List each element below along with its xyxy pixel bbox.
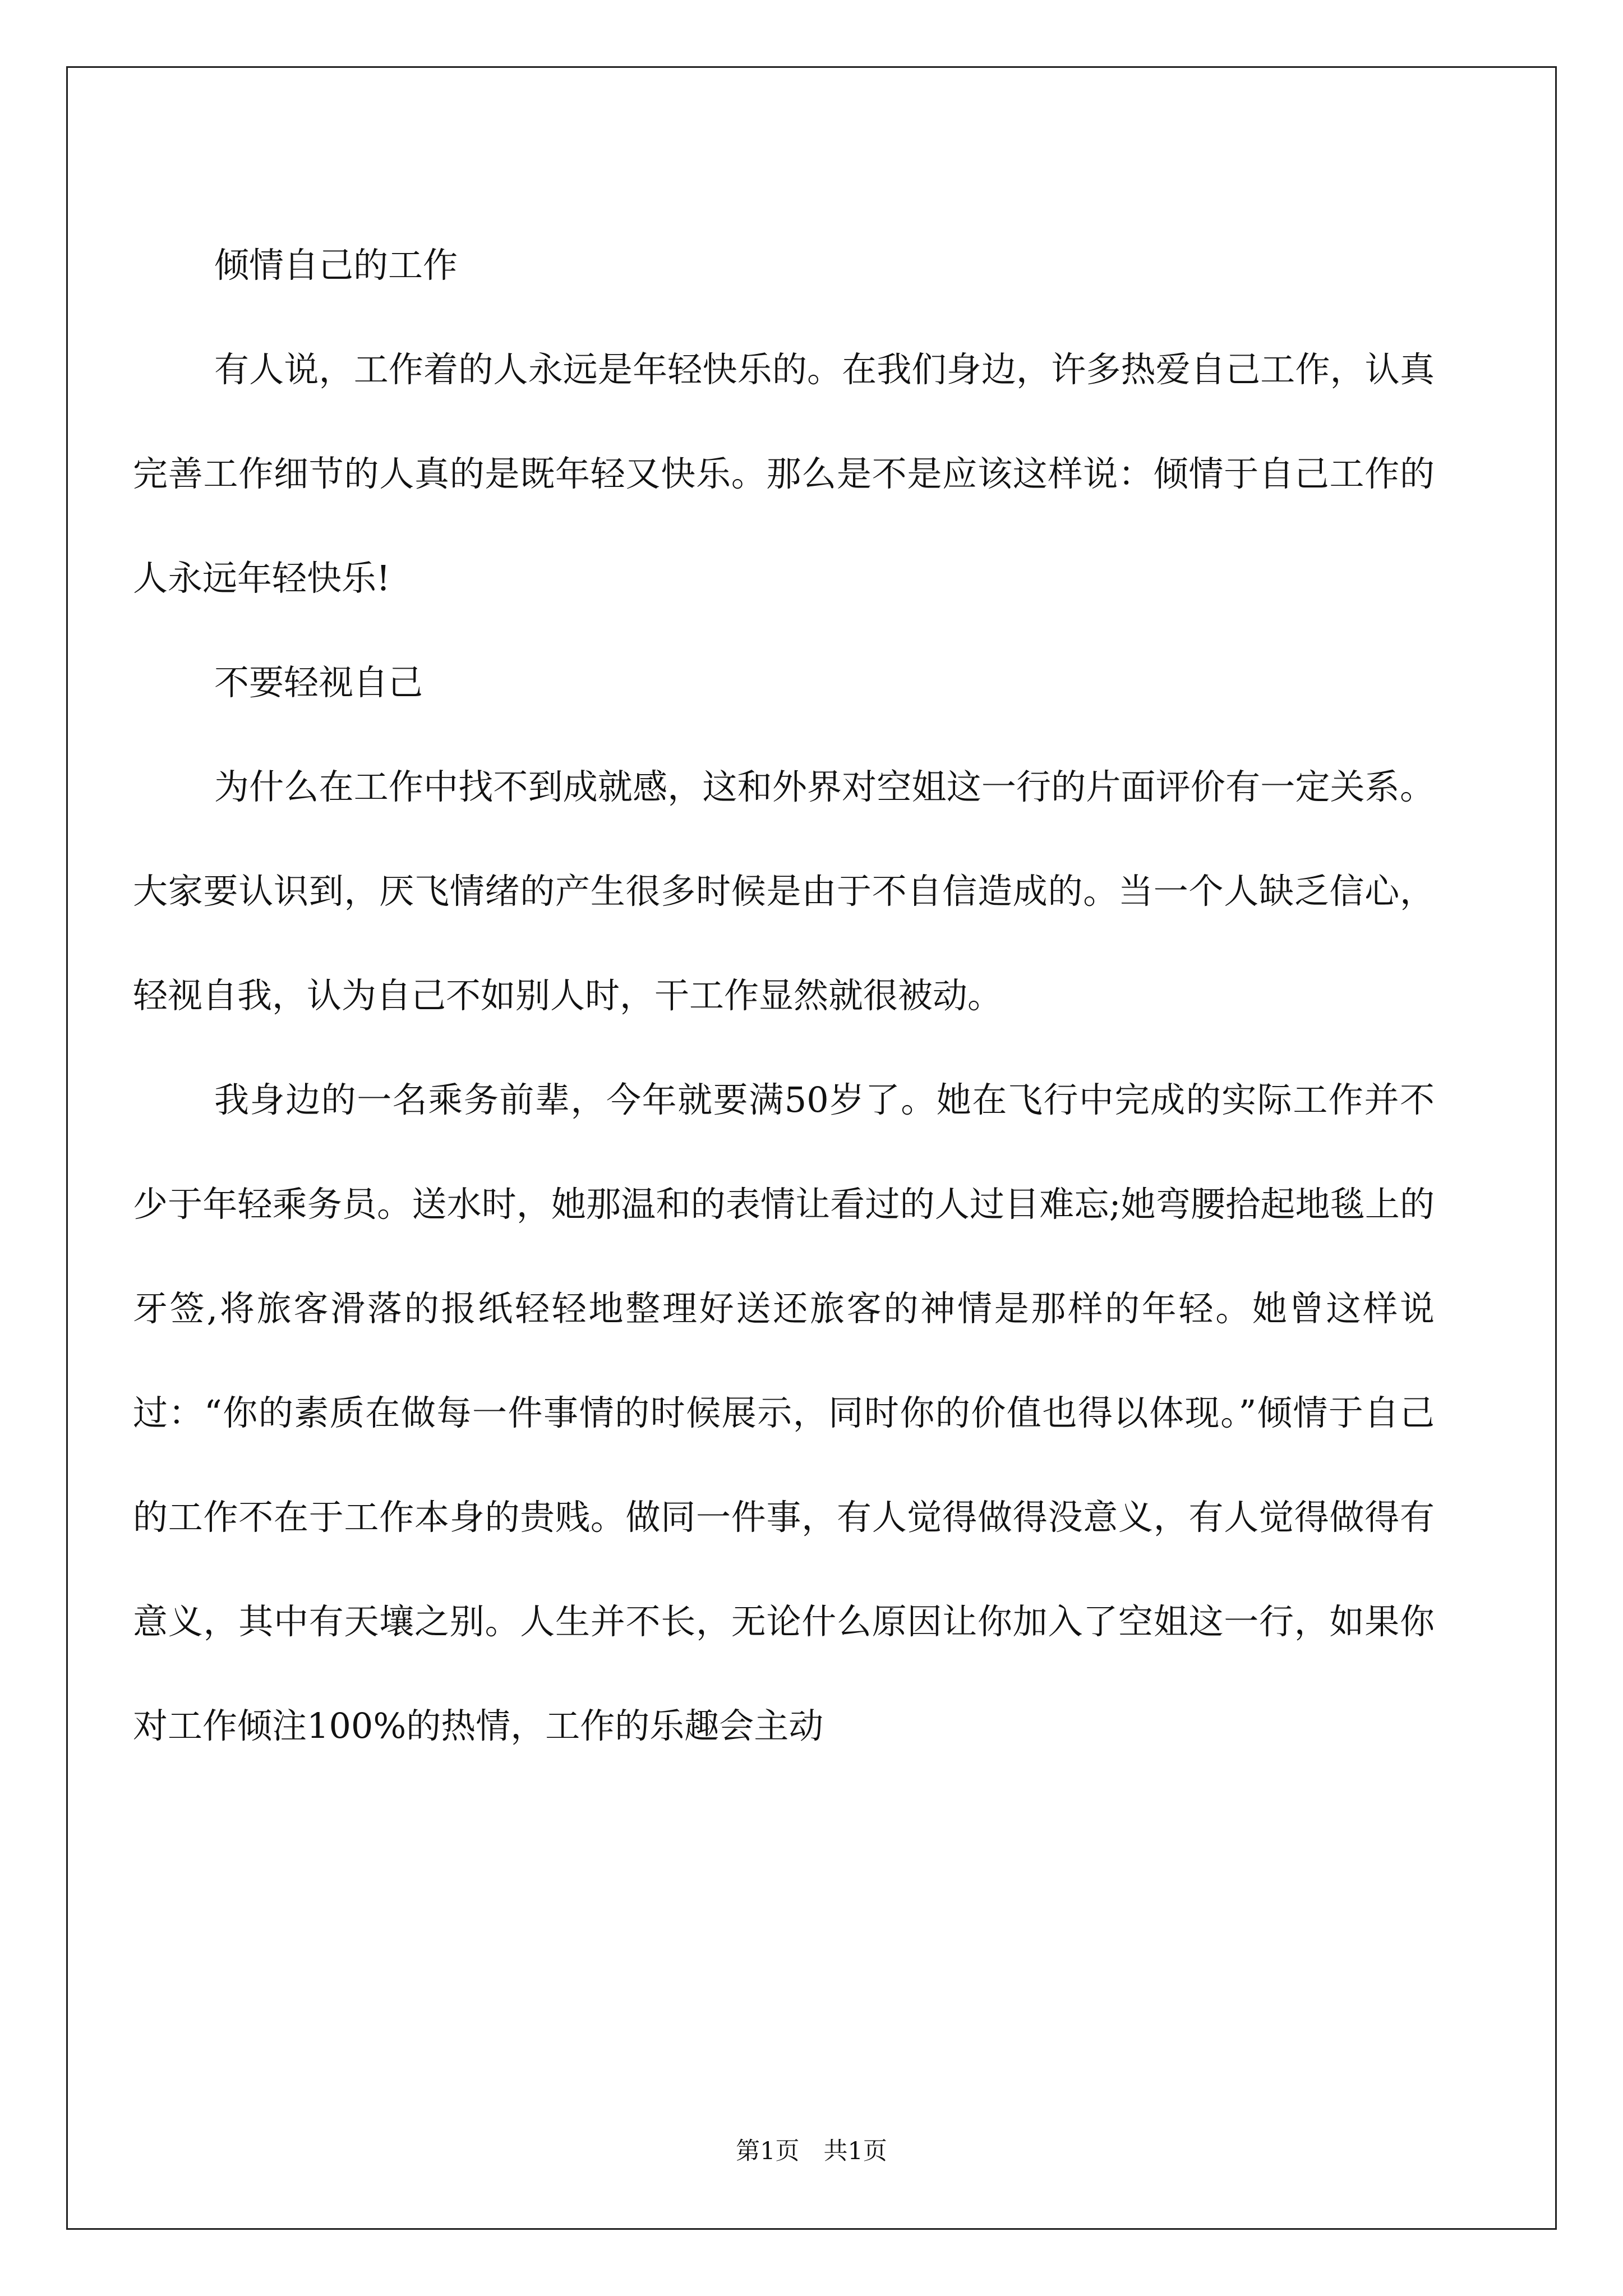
paragraph: 我身边的一名乘务前辈，今年就要满50岁了。她在飞行中完成的实际工作并不少于年轻乘务员。送水时，她那温和的表情让看过的人过目难忘;她弯腰拾起地毯上的牙签,将旅客滑落的报纸轻轻地整理好送还旅客的神情是那样的年轻。她曾这样说过：“你的素质在做每一件事情的时候展示，同时你的价值也得以体现。”倾情于自己的工作不在于工作本身的贵贱。做同一件事，有人觉得做得没意义，有人觉得做得有意义，其中有天壤之别。人生并不长，无论什么原因让你加入了空姐这一行，如果你对工作倾注100%的热情，工作的乐趣会主动 — [133, 1079, 1435, 1746]
page-number-footer: 第1页 共1页 — [736, 2137, 887, 2165]
paragraph-title: 倾情自己的工作 — [214, 245, 458, 286]
paragraph: 有人说，工作着的人永远是年轻快乐的。在我们身边，许多热爱自己工作，认真完善工作细节的人真的是既年轻又快乐。那么是不是应该这样说：倾情于自己工作的人永远年轻快乐! — [133, 349, 1435, 599]
paragraph-subheading: 不要轻视自己 — [214, 662, 423, 703]
document-body — [133, 213, 1435, 1778]
paragraph: 为什么在工作中找不到成就感，这和外界对空姐这一行的片面评价有一定关系。大家要认识到，厌飞情绪的产生很多时候是由于不自信造成的。当一个人缺乏信心，轻视自我，认为自己不如别人时，干工作显然就很被动。 — [133, 766, 1435, 1016]
